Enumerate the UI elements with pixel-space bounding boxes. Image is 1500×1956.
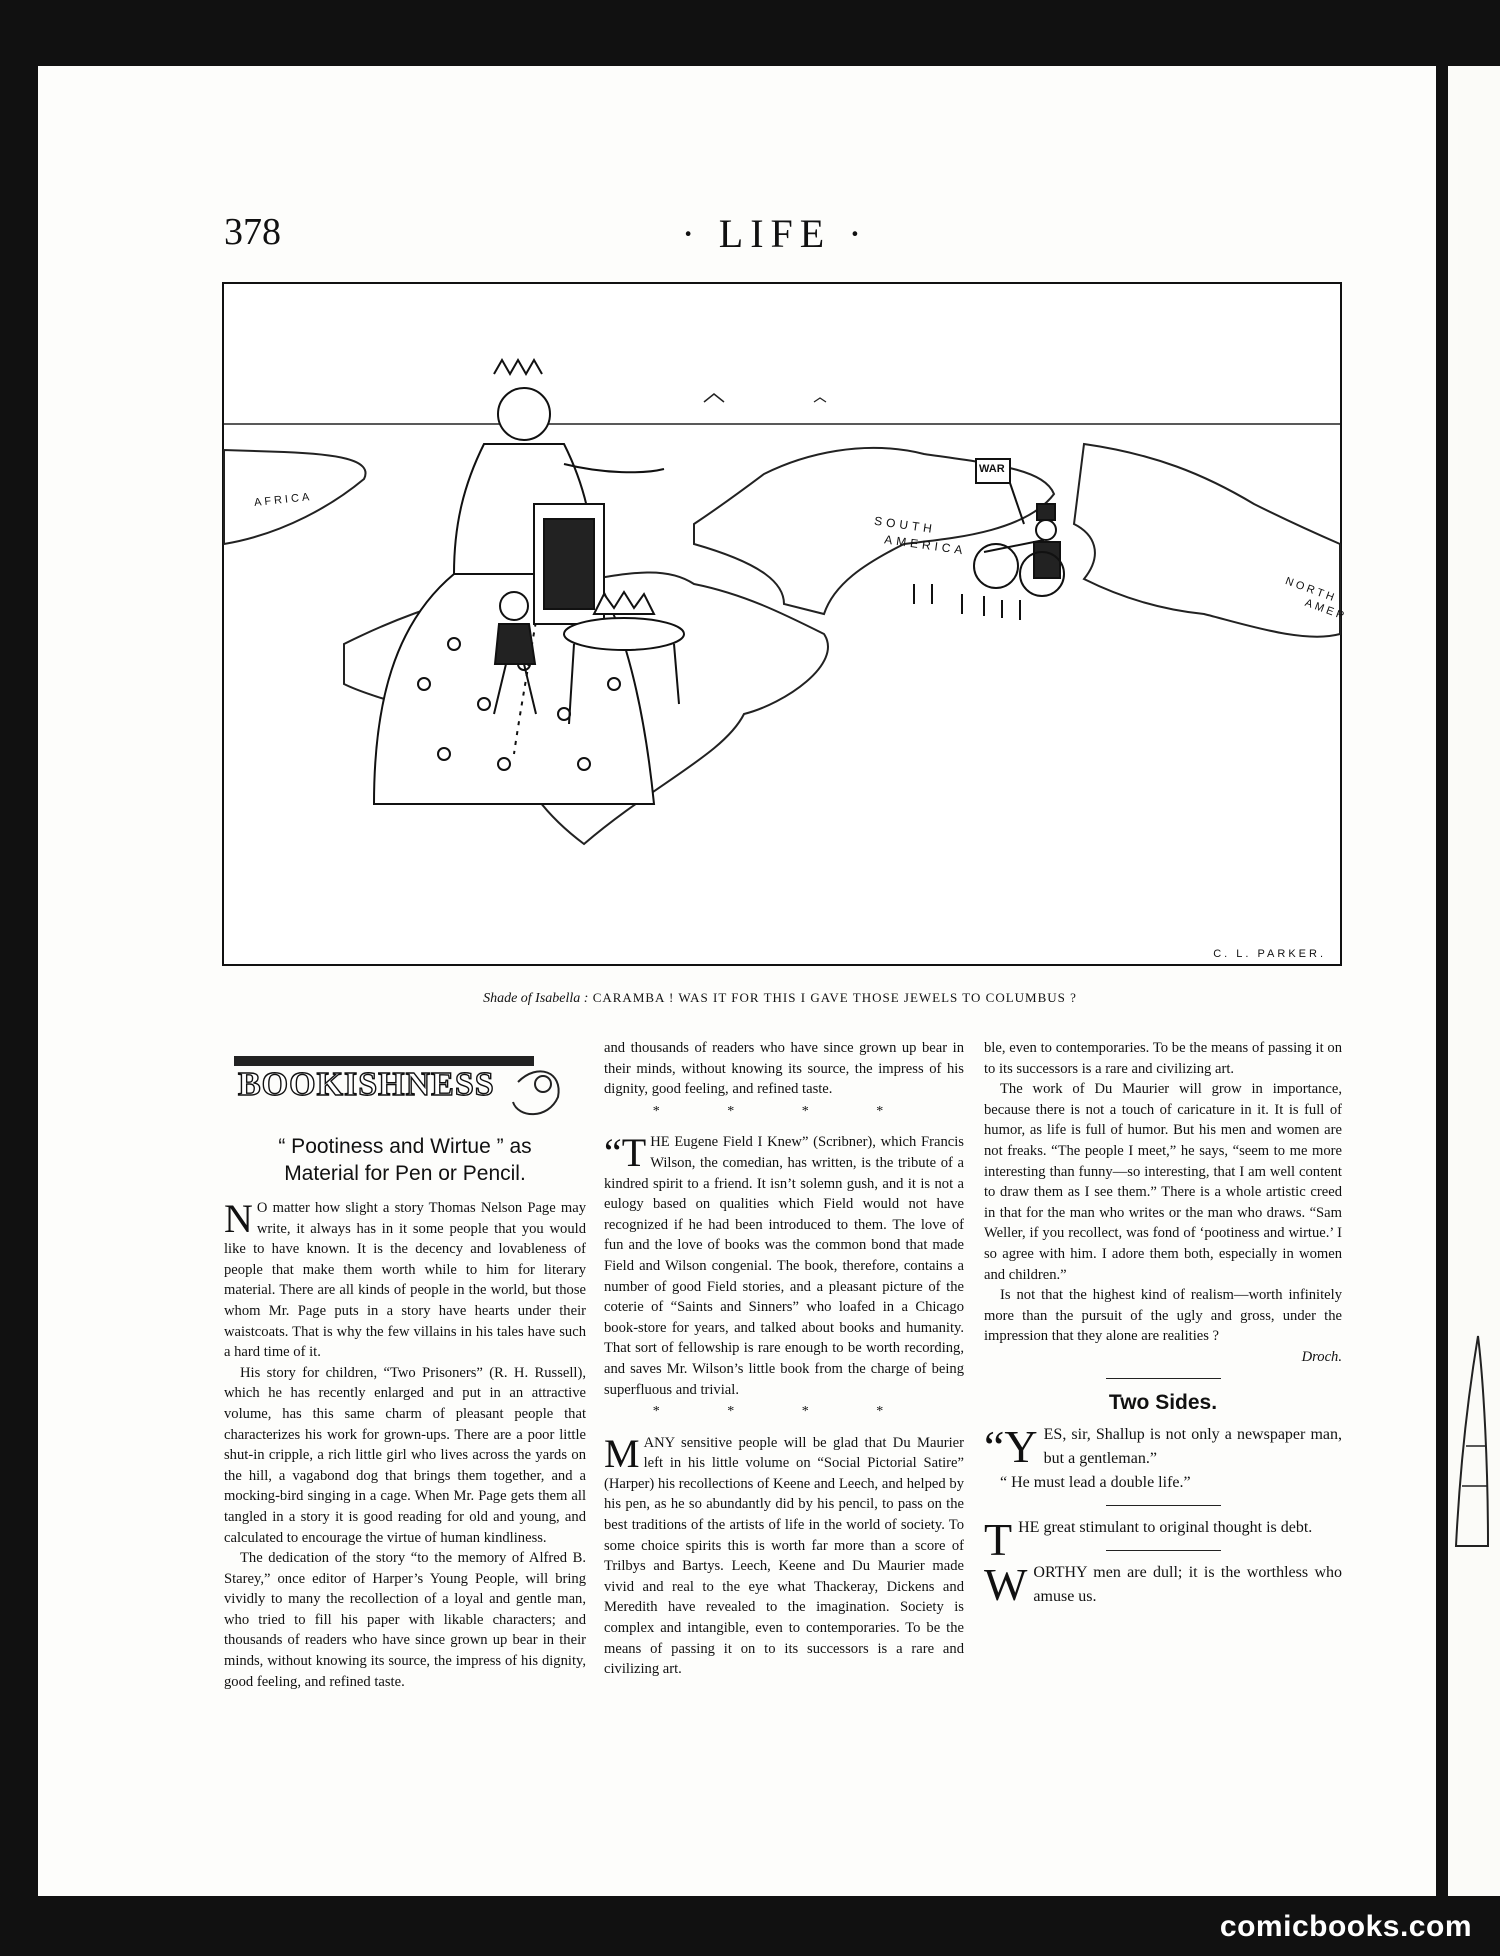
text-column-3 <box>984 1038 1342 1609</box>
cartoon-drawing <box>224 284 1340 964</box>
adjacent-page-edge <box>1448 66 1500 1896</box>
paragraph <box>604 1132 964 1400</box>
paragraph-text: O matter how slight a story Thomas Nelson Page may write, it always has in it some people that you would like to have known. It is the decency and lovableness of people that make them worth while to him for literary material. There are all kinds of people in the world, but those whom Mr. Page puts in a story have hearts under their waistcoats. That is why the few villains in his tales have such a hard time of it. <box>224 1200 586 1361</box>
paragraph: Is not that the highest kind of realism—worth infinitely more than the pursuit of the ugly and gross, under the impression that they alone are realities ? <box>984 1287 1342 1345</box>
page-number: 378 <box>224 211 281 253</box>
paragraph <box>604 1430 964 1678</box>
map-label-africa: AFRICA <box>253 490 313 510</box>
paragraph: His story for children, “Two Prisoners” (R. H. Russell), which he has recently enlarged and put in an attractive volume, has this same charm of pleasant people that characterizes his work for grown-ups. There are a poor little shut-in cripple, a rich little girl who lives across the yards on the hill, a vagabond dog that brings them together, and a mocking-bird singing in a cage. When Mr. Page gets them all tangled in a story it is good reading for old and young, and calculated to encourage the virtue of human kindliness. <box>224 1364 586 1546</box>
paragraph-text: ANY sensitive people will be glad that Du Maurier left in his little volume on “Social Pictorial Satire” (Harper) his recollections of Keene and Leech, and helped by his pen, as he so abundantly did by his pencil, to pass on the best traditions of the artists of life in the world of society. To some choice spirits this is worth far more than a score of Trilbys and Bartys. Leech, Keene and Du Maurier made vivid and real to the eye what Thackeray, Dickens and Meredith have revealed to the imagination. Society is complex and intangible, even to contemporaries. To be the means of passing it on to its successors is a rare and civilizing art. <box>604 1434 964 1678</box>
drop-cap: “T <box>604 1130 647 1176</box>
author-signature: Droch. <box>1301 1348 1342 1365</box>
paragraph: The dedication of the story “to the memory of Alfred B. Starey,” once editor of Harper’s Young People, will bring vividly to many the recollection of a loyal and gentle man, who tried to fill his paper with likable characters; and thousands of readers who have since grown up bear in their minds, without knowing its source, the impress of his dignity, good feeling, and refined taste. <box>224 1550 586 1690</box>
bookishness-banner <box>228 1052 568 1124</box>
caption-speaker: Shade of Isabella : <box>483 991 589 1006</box>
map-label-south: SOUTH <box>873 513 937 537</box>
map-label-america: AMERICA <box>883 532 968 558</box>
worthy-joke <box>984 1558 1342 1610</box>
artist-signature: C. L. PARKER. <box>1213 948 1326 960</box>
cartoon-caption <box>222 990 1338 1007</box>
article-title <box>224 1133 586 1187</box>
drop-cap: M <box>604 1430 640 1476</box>
text-column-2 <box>604 1038 964 1678</box>
drop-cap: “Y <box>984 1420 1038 1472</box>
section-separator: * * * * <box>652 1103 916 1119</box>
joke-text: HE great stimulant to original thought is debt. <box>1018 1518 1313 1536</box>
war-flag-text: WAR <box>979 463 1005 475</box>
divider <box>1106 1505 1221 1506</box>
cartoon-illustration <box>222 282 1349 966</box>
divider <box>1106 1550 1221 1551</box>
joke-line <box>984 1513 1342 1565</box>
text-column-1 <box>224 1196 586 1690</box>
banner-title: BOOKISHNESS <box>238 1066 495 1103</box>
joke-line: “ He must lead a double life.” <box>1000 1473 1191 1491</box>
article-title-line2: Material for Pen or Pencil. <box>284 1162 526 1185</box>
joke-line <box>984 1558 1342 1610</box>
two-sides-joke <box>984 1420 1342 1495</box>
debt-joke <box>984 1513 1342 1565</box>
paragraph-text: HE Eugene Field I Knew” (Scribner), which Francis Wilson, the comedian, has written, is the tribute of a kindred spirit to a friend. It isn’t solemn gush, and it is not a eulogy based on qualities which Field would not have recognized if he had been introduced to them. The love of fun and the love of books was the common bond that made Field and Wilson congenial. The book, therefore, contains a number of good Field stories, and a pleasant picture of the coterie of “Saints and Sinners” who loafed in a Chicago book-store for years, and talked about books and humanity. That sort of fellowship is rare enough to be worth recording, and saves Mr. Wilson’s little book from the charge of being superfluous and trivial. <box>604 1134 964 1398</box>
paragraph-continued: and thousands of readers who have since grown up bear in their minds, without knowing its source, the impress of his dignity, good feeling, and refined taste. <box>604 1040 964 1098</box>
article-title-line1: “ Pootiness and Wirtue ” as <box>278 1135 532 1158</box>
two-sides-title: Two Sides. <box>1108 1390 1218 1414</box>
paragraph: The work of Du Maurier will grow in importance, because there is not a touch of caricature in it. It is full of humor, as life is full of humor. But his men and women are not freaks. “The people I meet,” he says, “seem to me more interesting than funny—so interesting, that I am well content to draw them as I see them.” There is a whole artistic creed in that for the man who writes or the man who draws. “Sam Weller, if you recollect, was fond of ‘pootiness and wirtue.’ I so agree with him. I adore them both, especially in women and children.” <box>984 1081 1342 1283</box>
paragraph <box>224 1198 586 1363</box>
paragraph-continued: ble, even to contemporaries. To be the means of passing it on to its successors is a rare and civilizing art. <box>984 1040 1342 1077</box>
map-label-amer: AMER <box>1303 596 1349 624</box>
joke-line <box>984 1420 1342 1472</box>
site-watermark: comicbooks.com <box>1219 1910 1472 1943</box>
caption-text: CARAMBA ! WAS IT FOR THIS I GAVE THOSE JEWELS TO COLUMBUS ? <box>592 990 1077 1005</box>
masthead-life: · LIFE · <box>681 211 869 256</box>
drop-cap: W <box>984 1558 1028 1610</box>
joke-text: ORTHY men are dull; it is the worthless who amuse us. <box>1033 1563 1342 1605</box>
drop-cap: N <box>224 1196 253 1241</box>
divider <box>1106 1378 1221 1379</box>
joke-text: ES, sir, Shallup is not only a newspaper man, but a gentleman.” <box>1043 1425 1342 1467</box>
drop-cap: T <box>984 1513 1013 1565</box>
map-label-north: NORTH <box>1283 575 1339 605</box>
section-separator: * * * * <box>652 1404 916 1420</box>
